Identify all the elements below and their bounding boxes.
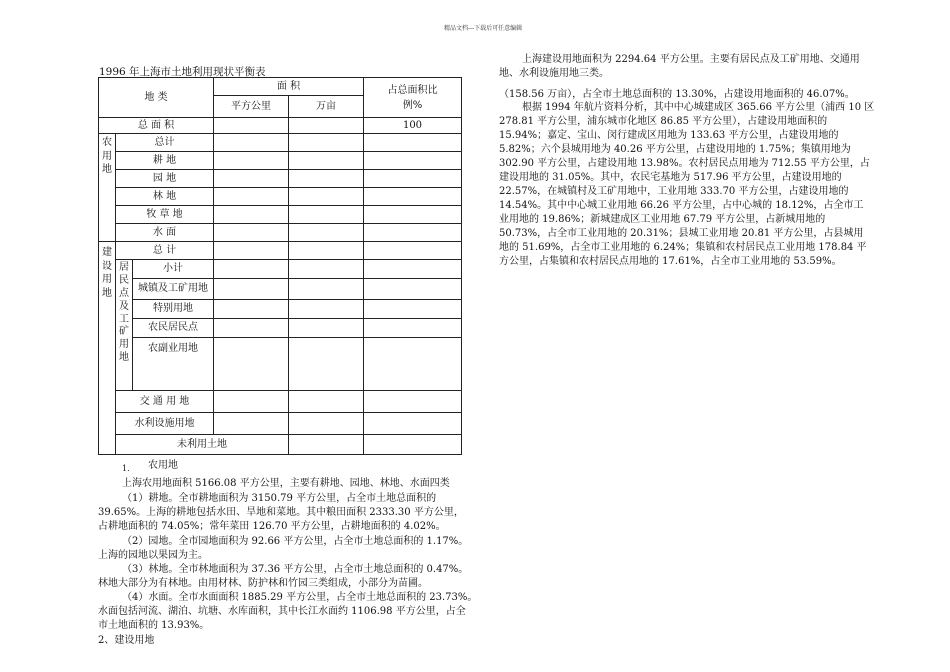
cell xyxy=(289,152,364,170)
right-text-line: 地的 51.69%，占全市工业用地的 6.24%；集镇和农村居民点工业用地 178.84 平 xyxy=(499,242,867,253)
right-text-line: 15.94%；嘉定、宝山、闵行建成区用地为 133.63 平方公里，占建设用地的 xyxy=(499,130,839,141)
cell xyxy=(214,152,289,170)
cell xyxy=(214,206,289,224)
cell xyxy=(214,299,289,318)
cell xyxy=(214,278,289,299)
cell xyxy=(289,278,364,299)
right-text-line: 方公里，占集镇和农村居民点用地的 17.61%，占全市工业用地的 53.59%。 xyxy=(499,256,842,267)
water-p-line: （4）水面。全市水面面积 1885.29 平方公里，占全市土地总面积的 23.73%。 xyxy=(122,592,478,603)
cultivated-p-line: 占耕地面积的 74.05%；常年菜田 126.70 平方公里，占耕地面积的 4.02%。 xyxy=(98,521,446,532)
cell xyxy=(289,412,364,434)
row-total-ratio: 100 xyxy=(364,118,462,134)
water-facility-land: 水利设施用地 xyxy=(116,412,214,434)
resident-subtotal: 小计 xyxy=(133,260,214,278)
cell xyxy=(364,188,462,206)
section2-title: 2、建设用地 xyxy=(98,635,155,646)
cell xyxy=(289,224,364,242)
cell xyxy=(214,412,289,434)
right-text-line: 根据 1994 年航片资料分析，其中中心城建成区 365.66 平方公里（浦西 10 区 xyxy=(522,102,875,113)
cell xyxy=(214,118,289,134)
page-header-note: 精品文档---下载后可任意编辑 xyxy=(444,25,523,32)
right-text-line: 业用地的 19.86%；新城建成区工业用地 67.79 平方公里，占新城用地的 xyxy=(499,214,826,225)
section1-title: 农用地 xyxy=(148,460,178,471)
cell xyxy=(214,170,289,188)
cell xyxy=(364,206,462,224)
right-text-line: 地、水利设施用地三类。 xyxy=(499,68,609,79)
unused-land: 未利用土地 xyxy=(116,434,289,454)
right-text-line: 5.82%；六个县城用地为 40.26 平方公里，占建设用地的 1.75%；集镇用地为 xyxy=(499,144,851,155)
header-sqkm: 平方公里 xyxy=(214,96,289,118)
agri-item: 园 地 xyxy=(116,170,214,188)
build-land-label: 建设用地 xyxy=(99,242,116,455)
cell xyxy=(289,170,364,188)
resident-item: 农民居民点 xyxy=(133,318,214,337)
resident-item: 特别用地 xyxy=(133,299,214,318)
water-p-line: 水面包括河流、湖泊、坑塘、水库面积，其中长江水面约 1106.98 平方公里，占全 xyxy=(98,606,466,617)
resident-item: 城镇及工矿用地 xyxy=(133,278,214,299)
agri-item: 耕 地 xyxy=(116,152,214,170)
cell xyxy=(364,390,462,412)
right-text-line: 22.57%，在城镇村及工矿用地中，工业用地 333.70 平方公里，占建设用地的 xyxy=(499,186,849,197)
cell xyxy=(289,299,364,318)
cell xyxy=(364,434,462,454)
land-use-balance-table xyxy=(98,77,462,455)
cultivated-p-line: （1）耕地。全市耕地面积为 3150.79 平方公里，占全市土地总面积的 xyxy=(122,493,437,504)
cell xyxy=(364,260,462,278)
cell xyxy=(364,152,462,170)
right-text-line: （158.56 万亩），占全市土地总面积的 13.30%，占建设用地面积的 46.07%。 xyxy=(499,89,855,100)
right-text-line: 278.81 平方公里，浦东城市化地区 86.85 平方公里），占建设用地面积的 xyxy=(499,116,828,127)
agri-item: 牧 草 地 xyxy=(116,206,214,224)
resident-item: 农副业用地 xyxy=(133,337,214,390)
garden-p-line: （2）园地。全市园地面积为 92.66 平方公里，占全市土地总面积的 1.17%。 xyxy=(122,536,469,547)
right-text-line: 上海建设用地面积为 2294.64 平方公里。主要有居民点及工矿用地、交通用 xyxy=(522,54,860,65)
header-ratio: 占总面积比例% xyxy=(364,78,462,118)
right-text-line: 建设用地的 31.05%。其中，农民宅基地为 517.96 平方公里，占建设用地的 xyxy=(499,172,842,183)
cell xyxy=(214,242,289,260)
resident-land-label: 居民点及工矿用地 xyxy=(116,260,133,390)
section1-number: 1. xyxy=(122,464,130,473)
forest-p-line: （3）林地。全市林地面积为 37.36 平方公里，占全市土地总面积的 0.47%。 xyxy=(122,564,469,575)
cell xyxy=(214,318,289,337)
cell xyxy=(364,318,462,337)
right-text-line: 14.54%。其中中心城工业用地 66.26 平方公里，占中心城的 18.12%，占全市工 xyxy=(499,200,864,211)
agri-land-label: 农用地 xyxy=(99,134,116,242)
cell xyxy=(364,412,462,434)
cell xyxy=(214,337,289,390)
cell xyxy=(289,242,364,260)
water-p-line: 市土地面积的 13.93%。 xyxy=(98,620,210,631)
garden-p-line: 上海的园地以果园为主。 xyxy=(98,550,208,561)
cell xyxy=(364,134,462,152)
cell xyxy=(289,206,364,224)
header-area: 面 积 xyxy=(214,78,364,96)
cell xyxy=(289,337,364,390)
agri-intro: 上海农用地面积 5166.08 平方公里，主要有耕地、园地、林地、水面四类 xyxy=(122,478,450,489)
cell xyxy=(364,278,462,299)
row-total-label: 总 面 积 xyxy=(99,118,214,134)
table-title: 1996 年上海市土地利用现状平衡表 xyxy=(99,66,266,78)
cell xyxy=(364,170,462,188)
agri-item: 水 面 xyxy=(116,224,214,242)
right-text-line: 302.90 平方公里，占建设用地 13.98%。农村居民点用地为 712.55 平方公里，占 xyxy=(499,158,870,169)
cell xyxy=(289,434,364,454)
build-subtotal: 总 计 xyxy=(116,242,214,260)
header-mu: 万亩 xyxy=(289,96,364,118)
cell xyxy=(289,188,364,206)
cell xyxy=(289,390,364,412)
cell xyxy=(214,188,289,206)
cell xyxy=(289,118,364,134)
forest-p-line: 林地大部分为有林地。由用材林、防护林和竹园三类组成，小部分为苗圃。 xyxy=(98,578,428,589)
cell xyxy=(214,390,289,412)
cell xyxy=(289,134,364,152)
agri-item: 林 地 xyxy=(116,188,214,206)
cell xyxy=(364,224,462,242)
cell xyxy=(214,134,289,152)
cell xyxy=(364,337,462,390)
header-land-type: 地 类 xyxy=(99,78,214,118)
cell xyxy=(214,260,289,278)
right-text-line: 50.73%，占全市工业用地的 20.31%；县城工业用地 20.81 平方公里，占县城用 xyxy=(499,228,864,239)
agri-subtotal: 总计 xyxy=(116,134,214,152)
cell xyxy=(214,224,289,242)
cell xyxy=(289,260,364,278)
cell xyxy=(364,299,462,318)
cell xyxy=(364,242,462,260)
cell xyxy=(289,318,364,337)
traffic-land: 交 通 用 地 xyxy=(116,390,214,412)
cultivated-p-line: 39.65%。上海的耕地包括水田、旱地和菜地。其中粮田面积 2333.30 平方公里， xyxy=(98,507,464,518)
